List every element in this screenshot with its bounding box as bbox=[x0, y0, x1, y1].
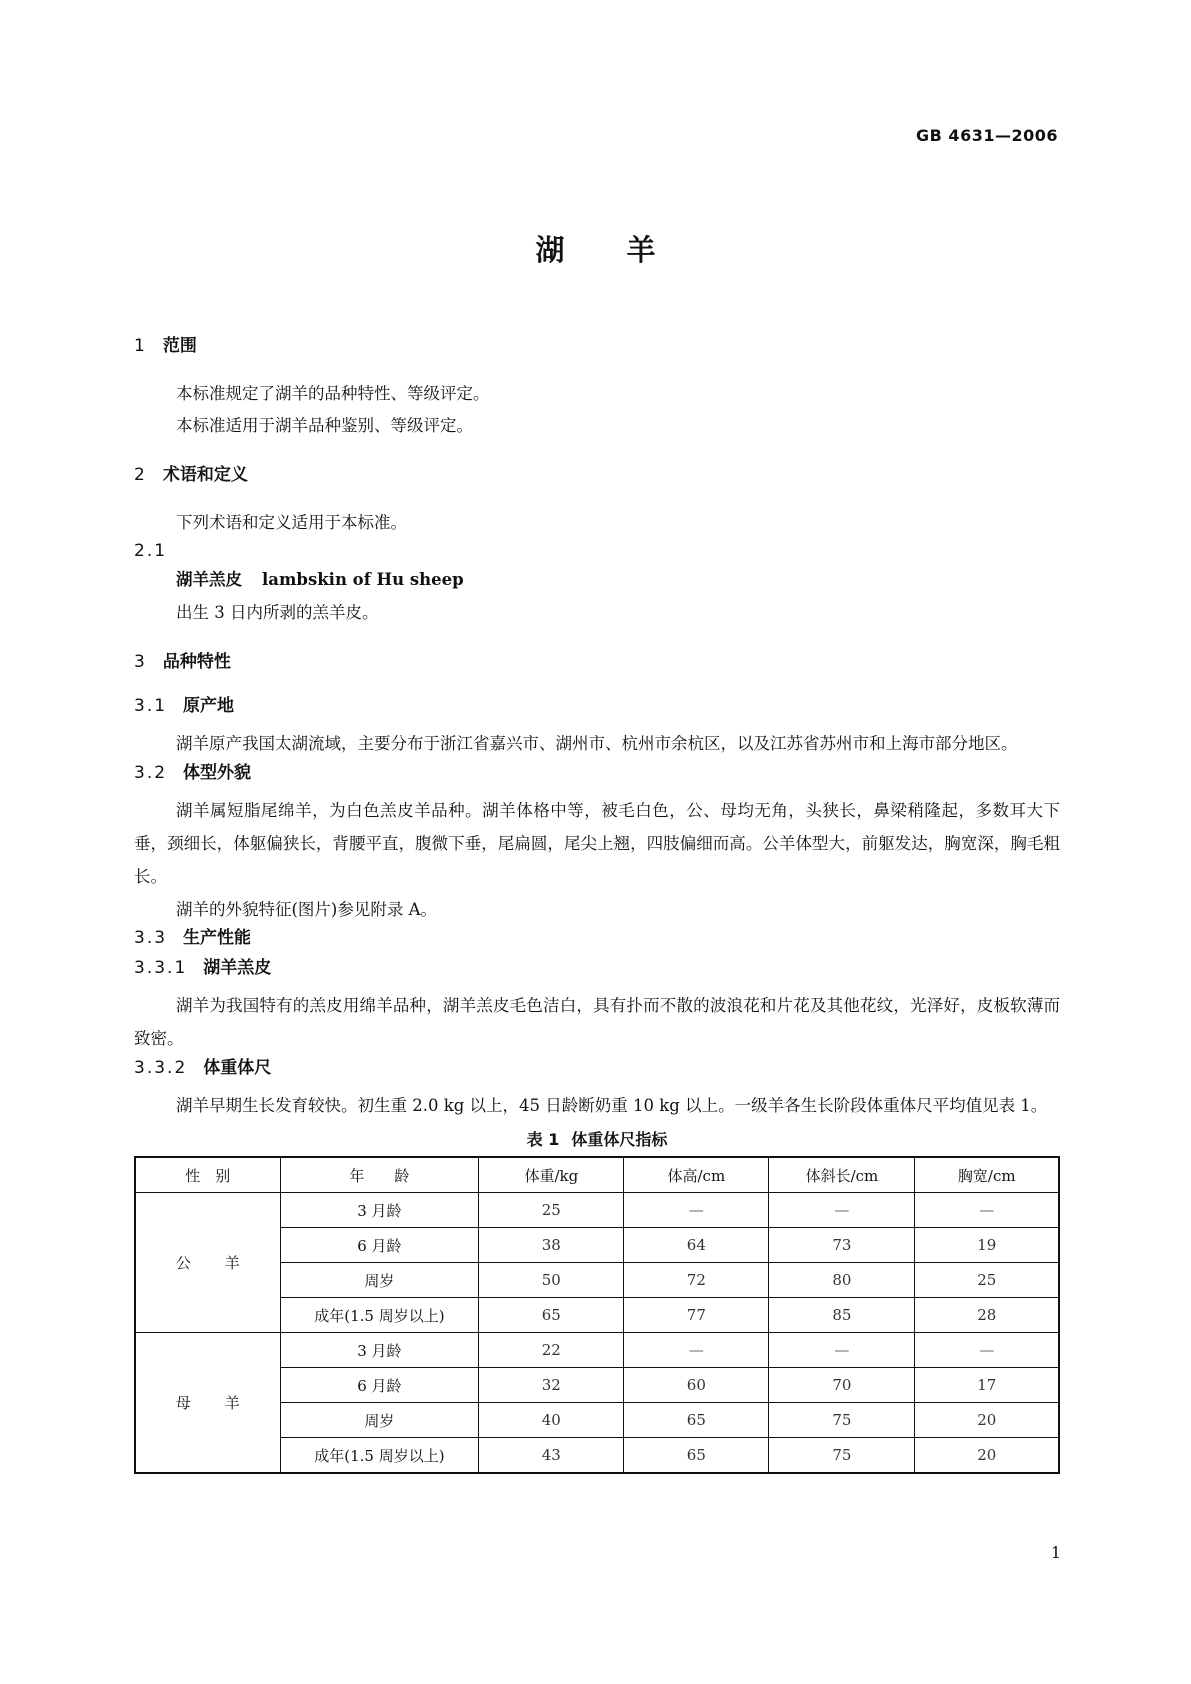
chest-width-cell: — bbox=[915, 1193, 1059, 1228]
table-caption bbox=[134, 1126, 1060, 1154]
table-header-row bbox=[135, 1157, 1059, 1193]
weight-cell: 32 bbox=[479, 1368, 624, 1403]
section-title: 术语和定义 bbox=[162, 465, 248, 485]
age-cell: 3 月龄 bbox=[280, 1193, 479, 1228]
paragraph: 湖羊早期生长发育较快。初生重 2.0 kg 以上，45 日龄断奶重 10 kg 以上。一级羊各生长阶段体重体尺平均值见表 1。 bbox=[176, 1096, 1048, 1115]
body-length-cell: 73 bbox=[769, 1228, 915, 1263]
section-title: 范围 bbox=[162, 336, 197, 356]
section-2-1-heading bbox=[134, 538, 1060, 564]
section-3-2-heading bbox=[134, 760, 1060, 786]
header-chest-width: 胸宽/cm bbox=[915, 1157, 1059, 1193]
height-cell: 65 bbox=[624, 1438, 769, 1474]
weight-cell: 65 bbox=[479, 1298, 624, 1333]
age-cell: 成年(1.5 周岁以上) bbox=[280, 1438, 479, 1474]
term-english: lambskin of Hu sheep bbox=[262, 570, 464, 589]
section-title: 原产地 bbox=[183, 696, 235, 716]
weight-cell: 22 bbox=[479, 1333, 624, 1368]
weight-cell: 40 bbox=[479, 1403, 624, 1438]
paragraph: 湖羊属短脂尾绵羊，为白色羔皮羊品种。湖羊体格中等，被毛白色，公、母均无角，头狭长，鼻梁稍隆起，多数耳大下垂，颈细长，体躯偏狭长，背腰平直，腹微下垂，尾扁圆，尾尖上翘，四肢偏细而高。公羊体型大，前躯发达，胸宽深，胸毛粗长。 bbox=[134, 801, 1060, 886]
section-2-heading bbox=[134, 462, 1060, 488]
sex-cell-ram: 公羊 bbox=[135, 1193, 280, 1333]
weight-cell: 43 bbox=[479, 1438, 624, 1474]
page-number: 1 bbox=[1050, 1543, 1061, 1562]
weight-cell: 50 bbox=[479, 1263, 624, 1298]
age-cell: 周岁 bbox=[280, 1263, 479, 1298]
paragraph: 湖羊为我国特有的羔皮用绵羊品种，湖羊羔皮毛色洁白，具有扑而不散的波浪花和片花及其他花纹，光泽好，皮板软薄而致密。 bbox=[134, 996, 1060, 1048]
height-cell: — bbox=[624, 1333, 769, 1368]
chest-width-cell: 17 bbox=[915, 1368, 1059, 1403]
section-3-3-1-heading bbox=[134, 955, 1060, 981]
section-title: 生产性能 bbox=[183, 928, 252, 948]
height-cell: 60 bbox=[624, 1368, 769, 1403]
height-cell: 72 bbox=[624, 1263, 769, 1298]
chest-width-cell: — bbox=[915, 1333, 1059, 1368]
sex-cell-ewe: 母羊 bbox=[135, 1333, 280, 1474]
section-number: 2.1 bbox=[134, 541, 168, 561]
paragraph: 本标准适用于湖羊品种鉴别、等级评定。 bbox=[176, 416, 473, 435]
section-number: 2 bbox=[134, 465, 147, 485]
paragraph: 下列术语和定义适用于本标准。 bbox=[176, 513, 407, 532]
header-sex: 性 别 bbox=[135, 1157, 280, 1193]
section-3-3-heading bbox=[134, 925, 1060, 951]
chest-width-cell: 28 bbox=[915, 1298, 1059, 1333]
chest-width-cell: 20 bbox=[915, 1438, 1059, 1474]
table-row bbox=[135, 1193, 1059, 1228]
paragraph: 湖羊原产我国太湖流域，主要分布于浙江省嘉兴市、湖州市、杭州市余杭区，以及江苏省苏州市和上海市部分地区。 bbox=[176, 734, 1018, 753]
section-title: 品种特性 bbox=[162, 652, 231, 672]
section-number: 3.2 bbox=[134, 763, 168, 783]
age-cell: 成年(1.5 周岁以上) bbox=[280, 1298, 479, 1333]
document-body bbox=[134, 333, 1060, 1474]
paragraph: 本标准规定了湖羊的品种特性、等级评定。 bbox=[176, 384, 490, 403]
height-cell: 77 bbox=[624, 1298, 769, 1333]
body-length-cell: 75 bbox=[769, 1438, 915, 1474]
section-3-1-heading bbox=[134, 693, 1060, 719]
body-measurements-table bbox=[134, 1156, 1060, 1474]
body-length-cell: — bbox=[769, 1193, 915, 1228]
body-length-cell: 70 bbox=[769, 1368, 915, 1403]
paragraph: 湖羊的外貌特征(图片)参见附录 A。 bbox=[176, 900, 438, 919]
table-title: 体重体尺指标 bbox=[571, 1130, 668, 1149]
body-length-cell: 80 bbox=[769, 1263, 915, 1298]
document-title: 湖羊 bbox=[535, 233, 718, 267]
section-3-heading bbox=[134, 649, 1060, 675]
term-chinese: 湖羊羔皮 bbox=[176, 570, 242, 589]
section-number: 3.3.1 bbox=[134, 958, 188, 978]
header-age: 年 龄 bbox=[280, 1157, 479, 1193]
age-cell: 3 月龄 bbox=[280, 1333, 479, 1368]
section-title: 体重体尺 bbox=[203, 1058, 272, 1078]
chest-width-cell: 19 bbox=[915, 1228, 1059, 1263]
section-number: 3.3 bbox=[134, 928, 168, 948]
age-cell: 周岁 bbox=[280, 1403, 479, 1438]
header-height: 体高/cm bbox=[624, 1157, 769, 1193]
weight-cell: 38 bbox=[479, 1228, 624, 1263]
table-number: 表 1 bbox=[526, 1130, 560, 1149]
section-3-3-2-heading bbox=[134, 1055, 1060, 1081]
age-cell: 6 月龄 bbox=[280, 1228, 479, 1263]
section-number: 3.1 bbox=[134, 696, 168, 716]
age-cell: 6 月龄 bbox=[280, 1368, 479, 1403]
section-title: 体型外貌 bbox=[183, 763, 252, 783]
term-entry bbox=[134, 564, 1060, 596]
header-weight: 体重/kg bbox=[479, 1157, 624, 1193]
table-row bbox=[135, 1333, 1059, 1368]
weight-cell: 25 bbox=[479, 1193, 624, 1228]
section-number: 1 bbox=[134, 336, 147, 356]
body-length-cell: — bbox=[769, 1333, 915, 1368]
body-length-cell: 75 bbox=[769, 1403, 915, 1438]
header-body-length: 体斜长/cm bbox=[769, 1157, 915, 1193]
height-cell: 65 bbox=[624, 1403, 769, 1438]
section-1-heading bbox=[134, 333, 1060, 359]
term-definition: 出生 3 日内所剥的羔羊皮。 bbox=[176, 603, 379, 622]
body-length-cell: 85 bbox=[769, 1298, 915, 1333]
standard-number: GB 4631—2006 bbox=[916, 126, 1058, 145]
chest-width-cell: 20 bbox=[915, 1403, 1059, 1438]
section-number: 3 bbox=[134, 652, 147, 672]
section-title: 湖羊羔皮 bbox=[203, 958, 272, 978]
chest-width-cell: 25 bbox=[915, 1263, 1059, 1298]
height-cell: 64 bbox=[624, 1228, 769, 1263]
section-number: 3.3.2 bbox=[134, 1058, 188, 1078]
height-cell: — bbox=[624, 1193, 769, 1228]
